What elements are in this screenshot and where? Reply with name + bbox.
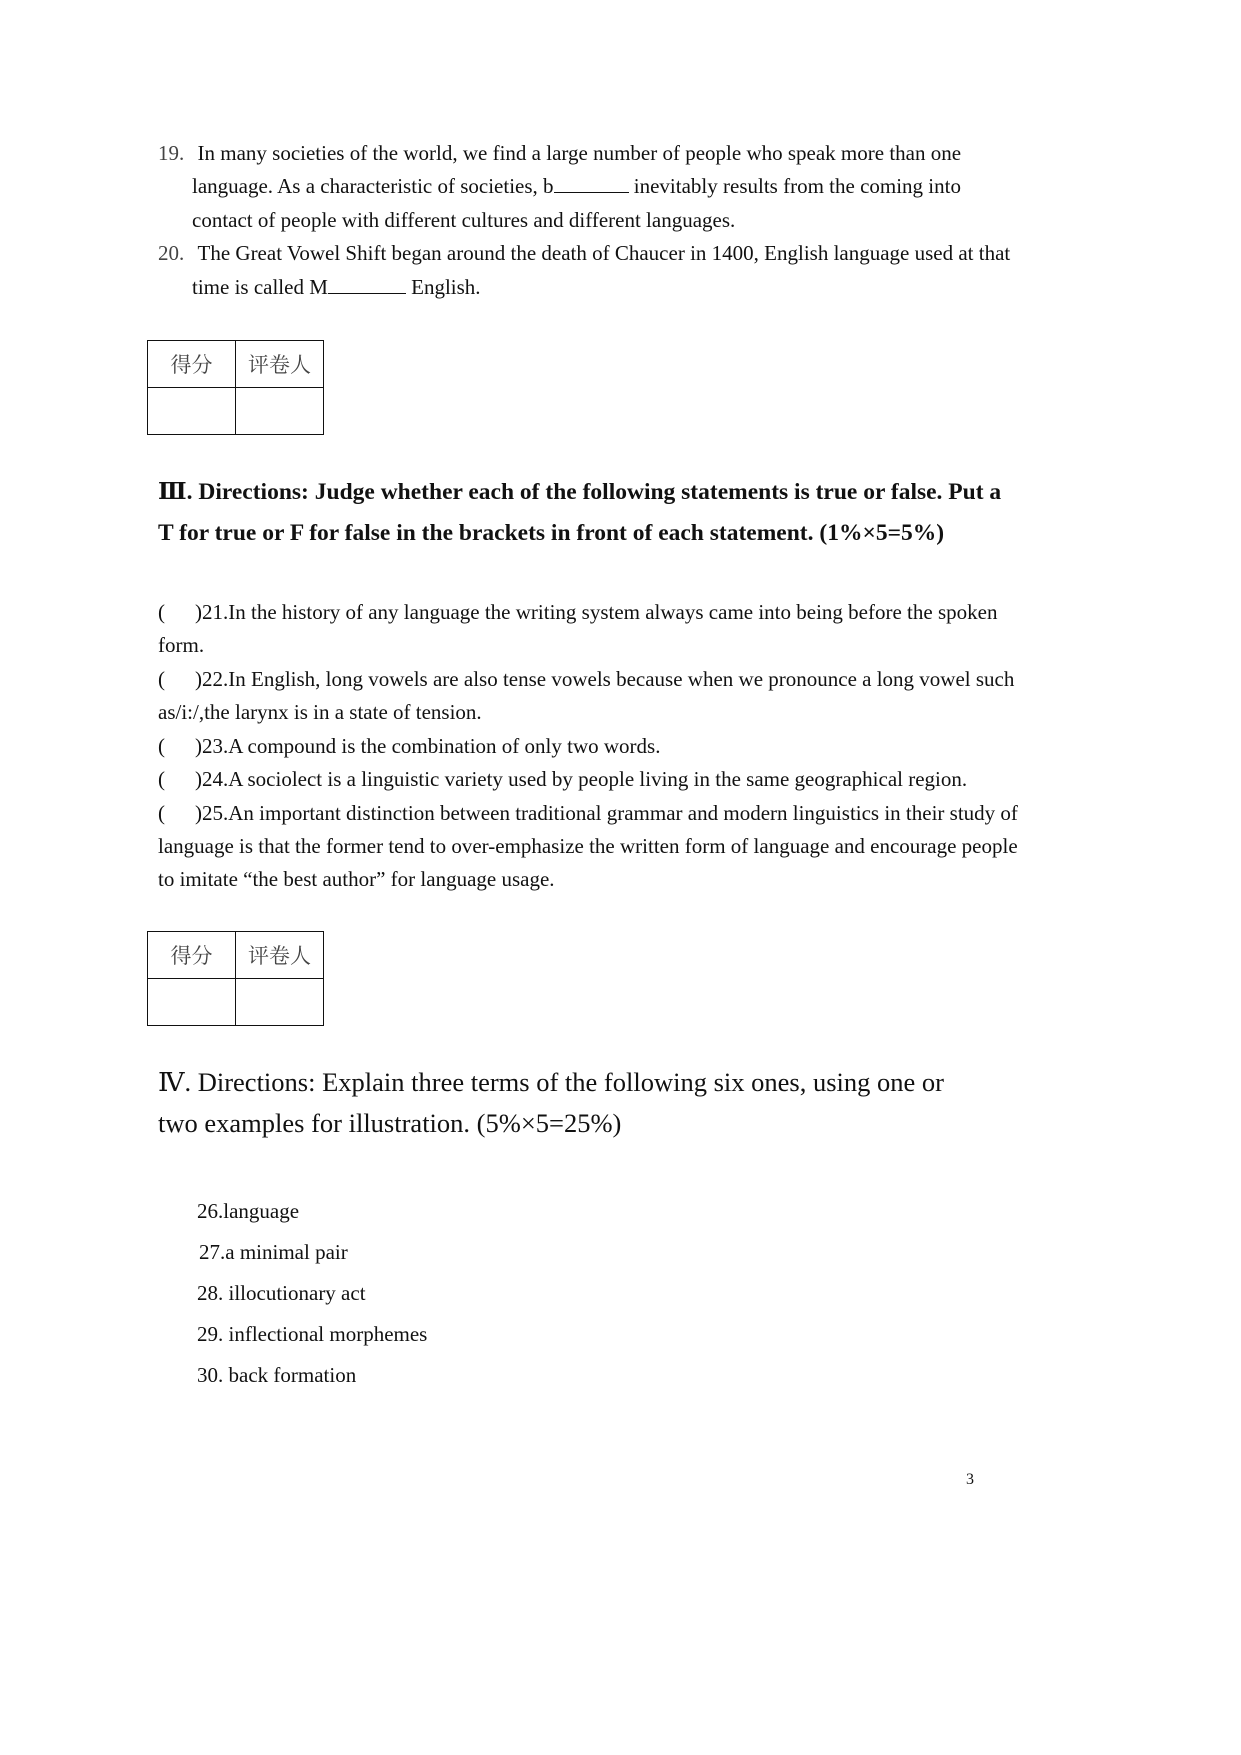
question-number: 20. <box>158 241 185 265</box>
tf-item-23 <box>158 734 660 758</box>
score-table <box>147 931 324 1026</box>
score-label: 得分 <box>148 341 236 388</box>
term-item: 30. back formation <box>197 1363 357 1387</box>
grader-cell[interactable] <box>236 979 324 1026</box>
answer-bracket[interactable]: ( <box>158 801 165 825</box>
score-cell[interactable] <box>148 388 236 435</box>
term-item: 27.a minimal pair <box>199 1240 348 1264</box>
answer-bracket[interactable]: ( <box>158 734 165 758</box>
tf-item-22-cont: as/i:/,the larynx is in a state of tension. <box>158 700 482 724</box>
tf-item-25-cont: language is that the former tend to over-emphasize the written form of language and encourage people <box>158 834 1018 858</box>
score-cell[interactable] <box>148 979 236 1026</box>
answer-bracket[interactable]: ( <box>158 767 165 791</box>
answer-bracket[interactable]: ( <box>158 600 165 624</box>
statement-text: )21.In the history of any language the writing system always came into being before the spoken <box>195 600 998 624</box>
section-3-heading-line2: T for true or F for false in the brackets in front of each statement. (1%×5=5%) <box>158 520 945 546</box>
section-4-heading-line2: two examples for illustration. (5%×5=25%) <box>158 1108 622 1138</box>
tf-item-21-cont: form. <box>158 633 205 657</box>
question-text: inevitably results from the coming into <box>628 174 961 198</box>
tf-item-24 <box>158 767 967 791</box>
question-19-line2 <box>192 174 961 198</box>
grader-label: 评卷人 <box>236 932 324 979</box>
question-19-line3 <box>192 208 735 232</box>
question-text: contact of people with different cultures and different languages. <box>192 208 736 232</box>
grader-label: 评卷人 <box>236 341 324 388</box>
score-label: 得分 <box>148 932 236 979</box>
statement-text: )25.An important distinction between traditional grammar and modern linguistics in their study of <box>195 801 1018 825</box>
question-text: time is called M <box>192 275 328 299</box>
page-number: 3 <box>966 1471 974 1488</box>
question-text: English. <box>405 275 481 299</box>
answer-blank[interactable] <box>328 275 406 294</box>
term-item: 29. inflectional morphemes <box>197 1322 428 1346</box>
score-table <box>147 340 324 435</box>
question-text: In many societies of the world, we find a large number of people who speak more than one <box>197 141 962 165</box>
question-number: 19. <box>158 141 185 165</box>
tf-item-22 <box>158 667 1014 691</box>
term-item: 26.language <box>197 1199 300 1223</box>
section-4-heading-line1: Ⅳ. Directions: Explain three terms of the following six ones, using one or <box>158 1067 944 1097</box>
question-20-line1 <box>158 241 1010 265</box>
term-item: 28. illocutionary act <box>197 1281 366 1305</box>
grader-cell[interactable] <box>236 388 324 435</box>
statement-text: )23.A compound is the combination of only two words. <box>195 734 661 758</box>
statement-text: )22.In English, long vowels are also tense vowels because when we pronounce a long vowel such <box>195 667 1015 691</box>
question-text: language. As a characteristic of societies, b <box>192 174 554 198</box>
tf-item-25 <box>158 801 1018 825</box>
question-text: The Great Vowel Shift began around the death of Chaucer in 1400, English language used at that <box>197 241 1011 265</box>
tf-item-25-cont: to imitate “the best author” for language usage. <box>158 867 555 891</box>
question-20-line2 <box>192 275 481 299</box>
question-19-line1 <box>158 141 961 165</box>
answer-bracket[interactable]: ( <box>158 667 165 691</box>
answer-blank[interactable] <box>554 174 629 193</box>
section-3-heading-line1: Ⅲ. Directions: Judge whether each of the following statements is true or false. Put a <box>158 479 1002 505</box>
statement-text: )24.A sociolect is a linguistic variety used by people living in the same geographical region. <box>195 767 968 791</box>
tf-item-21 <box>158 600 997 624</box>
